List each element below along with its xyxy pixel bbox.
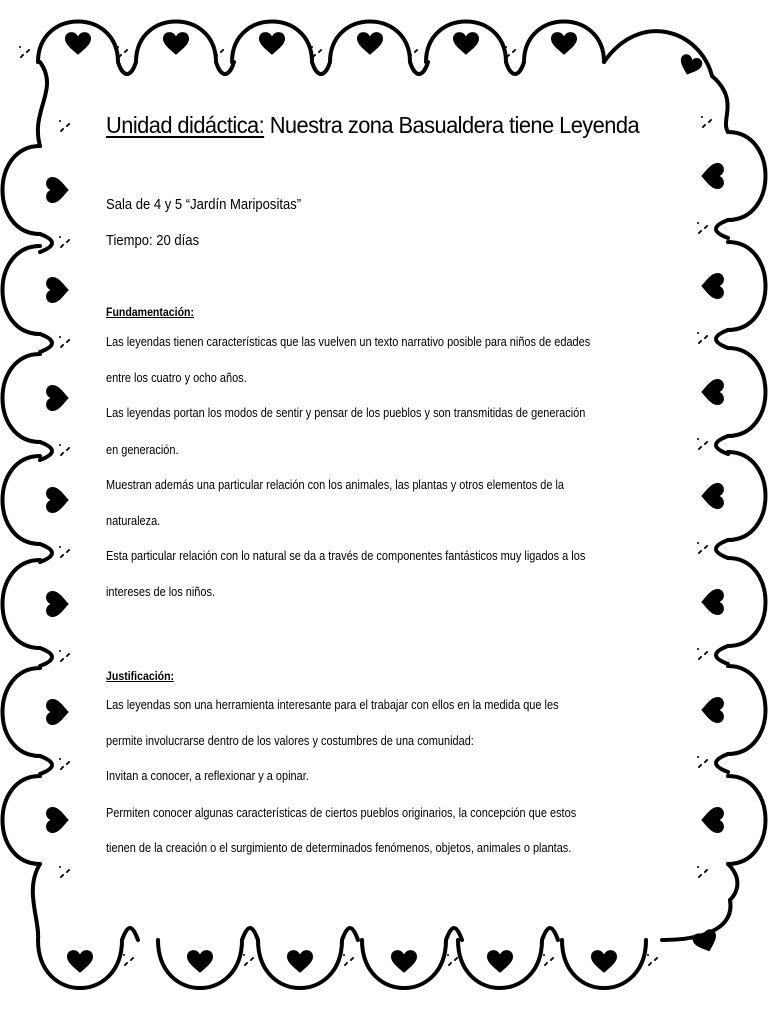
paragraph-line: Invitan a conocer, a reflexionar y a opinar. xyxy=(106,769,309,783)
title-label: Unidad didáctica: xyxy=(106,112,265,138)
paragraph-line: Las leyendas tienen características que las vuelven un texto narrativo posible para niños de edades xyxy=(106,335,591,349)
dot-texture xyxy=(546,962,548,964)
dot-texture xyxy=(68,339,70,341)
border-wave xyxy=(118,62,136,74)
dot-texture xyxy=(62,244,64,246)
dot-texture xyxy=(62,554,64,556)
border-wave xyxy=(728,452,766,540)
dot-texture xyxy=(68,123,70,125)
border-wave xyxy=(342,928,358,940)
border-wave xyxy=(712,76,728,132)
dot-texture xyxy=(62,874,64,876)
heart-icon xyxy=(187,950,213,973)
dot-texture xyxy=(213,46,215,48)
dot-texture xyxy=(62,766,64,768)
border-wave xyxy=(716,646,728,664)
paragraph-line: Las leyendas son una herramienta interesante para el trabajar con ellos en la medida que les xyxy=(106,698,559,712)
dot-texture xyxy=(246,962,248,964)
paragraph-line: naturaleza. xyxy=(106,514,161,528)
dot-texture xyxy=(243,954,245,956)
dot-texture xyxy=(706,651,708,653)
dot-texture xyxy=(697,648,699,650)
dot-texture xyxy=(447,954,449,956)
heart-icon xyxy=(701,163,724,189)
sala-line: Sala de 4 y 5 “Jardín Maripositas” xyxy=(106,197,302,213)
paragraph-line: tienen de la creación o el surgimiento de determinados fenómenos, objetos, animales o plantas. xyxy=(106,841,572,855)
dot-texture xyxy=(656,957,658,959)
paragraph-line: Las leyendas portan los modos de sentir y pensar de los pueblos y son transmitidas de generación xyxy=(106,406,586,420)
paragraph-line: Permiten conocer algunas características de ciertos pueblos originarios, la concepción que estos xyxy=(106,806,577,820)
title-text: Nuestra zona Basualdera tiene Leyenda xyxy=(269,112,640,138)
paragraph-line: entre los cuatro y ocho años. xyxy=(106,371,247,385)
dot-texture xyxy=(62,128,64,130)
dot-texture xyxy=(62,658,64,660)
dot-texture xyxy=(252,957,254,959)
border-wave xyxy=(3,354,41,442)
dot-texture xyxy=(706,225,708,227)
border-wave xyxy=(242,928,258,940)
dot-texture xyxy=(552,957,554,959)
heart-icon xyxy=(46,385,69,411)
dot-texture xyxy=(700,656,702,658)
dot-texture xyxy=(543,954,545,956)
dot-texture xyxy=(706,335,708,337)
dot-texture xyxy=(222,49,224,51)
heart-icon xyxy=(357,32,383,55)
dot-texture xyxy=(647,954,649,956)
dot-texture xyxy=(126,49,128,51)
dot-texture xyxy=(216,54,218,56)
border-wave xyxy=(40,756,52,774)
dot-texture xyxy=(700,550,702,552)
dot-texture xyxy=(62,452,64,454)
border-wave xyxy=(716,330,728,348)
dot-texture xyxy=(697,542,699,544)
heart-icon xyxy=(46,177,69,203)
dot-texture xyxy=(706,759,708,761)
dot-texture xyxy=(697,332,699,334)
heart-icon xyxy=(287,950,313,973)
dot-texture xyxy=(697,438,699,440)
dot-texture xyxy=(508,54,510,56)
border-wave xyxy=(716,540,728,558)
heart-icon xyxy=(701,697,724,723)
border-wave xyxy=(3,146,41,234)
dot-texture xyxy=(117,46,119,48)
border-wave xyxy=(33,864,40,940)
dot-texture xyxy=(59,866,61,868)
dot-texture xyxy=(456,957,458,959)
heart-icon xyxy=(701,483,724,509)
paragraph-line: en generación. xyxy=(106,443,179,457)
dot-texture xyxy=(126,962,128,964)
dot-texture xyxy=(28,49,30,51)
heart-icon xyxy=(46,591,69,617)
dot-texture xyxy=(123,954,125,956)
dot-texture xyxy=(68,239,70,241)
dot-texture xyxy=(697,866,699,868)
heart-icon xyxy=(163,32,189,55)
border-wave xyxy=(728,558,766,646)
dot-texture xyxy=(59,444,61,446)
dot-texture xyxy=(706,869,708,871)
dot-texture xyxy=(697,756,699,758)
dot-texture xyxy=(346,962,348,964)
dot-texture xyxy=(59,336,61,338)
heart-icon xyxy=(46,807,69,833)
dot-texture xyxy=(505,46,507,48)
heart-icon xyxy=(677,53,704,79)
dot-texture xyxy=(311,46,313,48)
border-wave xyxy=(716,754,728,772)
dot-texture xyxy=(120,54,122,56)
heart-icon xyxy=(701,379,724,405)
border-wave xyxy=(122,928,138,940)
tiempo-line: Tiempo: 20 días xyxy=(106,233,200,249)
paragraph-line: Esta particular relación con lo natural se da a través de componentes fantásticos muy ligados a los xyxy=(106,549,586,563)
heart-icon xyxy=(67,950,93,973)
border-wave xyxy=(40,648,52,666)
heart-icon xyxy=(46,277,69,303)
border-wave xyxy=(506,62,524,74)
dot-texture xyxy=(706,441,708,443)
dot-texture xyxy=(59,236,61,238)
heart-icon xyxy=(701,807,724,833)
dot-texture xyxy=(704,124,706,126)
dot-texture xyxy=(132,957,134,959)
border-wave xyxy=(728,666,766,754)
border-wave xyxy=(728,864,737,900)
dot-texture xyxy=(700,230,702,232)
dot-texture xyxy=(700,446,702,448)
paragraph-line: intereses de los niños. xyxy=(106,585,216,599)
border-wave xyxy=(542,928,558,940)
dot-texture xyxy=(701,116,703,118)
border-wave xyxy=(3,668,41,756)
page-title xyxy=(106,112,639,139)
dot-texture xyxy=(450,962,452,964)
section-heading-justificacion: Justificación: xyxy=(106,669,175,683)
heart-icon xyxy=(701,589,724,615)
heart-icon xyxy=(46,487,69,513)
border-wave xyxy=(728,348,766,436)
dot-texture xyxy=(700,874,702,876)
dot-texture xyxy=(68,447,70,449)
border-wave xyxy=(3,776,41,864)
dot-texture xyxy=(700,340,702,342)
dot-texture xyxy=(68,653,70,655)
border-wave xyxy=(3,456,41,544)
heart-icon xyxy=(551,32,577,55)
border-wave xyxy=(40,334,52,352)
dot-texture xyxy=(410,54,412,56)
border-wave xyxy=(312,62,330,74)
heart-icon xyxy=(65,32,91,55)
border-wave xyxy=(716,220,728,238)
heart-icon xyxy=(487,950,513,973)
dot-texture xyxy=(697,222,699,224)
dot-texture xyxy=(706,545,708,547)
border-wave xyxy=(40,234,52,252)
paragraph-line: permite involucrarse dentro de los valores y costumbres de una comunidad: xyxy=(106,734,474,748)
heart-icon xyxy=(701,273,724,299)
heart-icon xyxy=(453,32,479,55)
dot-texture xyxy=(62,344,64,346)
dot-texture xyxy=(68,761,70,763)
dot-texture xyxy=(514,49,516,51)
dot-texture xyxy=(314,54,316,56)
border-wave xyxy=(38,62,47,146)
dot-texture xyxy=(320,49,322,51)
border-wave xyxy=(728,132,766,220)
dot-texture xyxy=(416,49,418,51)
border-wave xyxy=(3,560,41,648)
dot-texture xyxy=(700,764,702,766)
border-wave xyxy=(446,928,462,940)
dot-texture xyxy=(59,758,61,760)
paragraph-line: Muestran además una particular relación con los animales, las plantas y otros elementos de la xyxy=(106,478,564,492)
border-wave xyxy=(40,442,52,460)
heart-icon xyxy=(391,950,417,973)
border-wave xyxy=(728,242,766,330)
dot-texture xyxy=(22,54,24,56)
section-heading-fundamentacion: Fundamentación: xyxy=(106,305,195,319)
dot-texture xyxy=(59,120,61,122)
heart-icon xyxy=(259,32,285,55)
heart-icon xyxy=(691,928,721,956)
dot-texture xyxy=(352,957,354,959)
dot-texture xyxy=(68,869,70,871)
dot-texture xyxy=(59,650,61,652)
dot-texture xyxy=(343,954,345,956)
heart-icon xyxy=(591,950,617,973)
dot-texture xyxy=(710,119,712,121)
heart-icon xyxy=(46,699,69,725)
border-wave xyxy=(3,246,41,334)
dot-texture xyxy=(650,962,652,964)
dot-texture xyxy=(59,546,61,548)
dot-texture xyxy=(68,549,70,551)
dot-texture xyxy=(407,46,409,48)
dot-texture xyxy=(19,46,21,48)
border-wave xyxy=(728,776,766,864)
